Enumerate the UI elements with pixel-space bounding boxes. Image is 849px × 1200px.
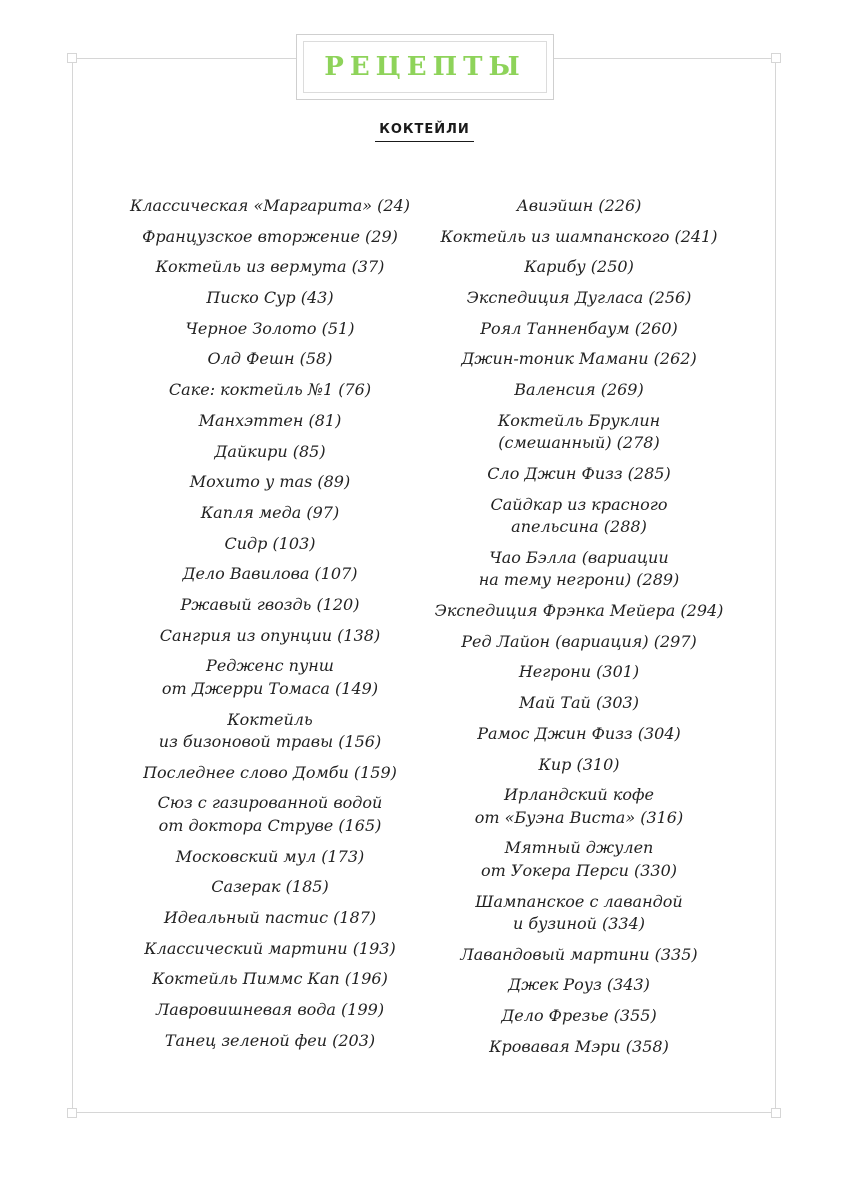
recipe-entry — [120, 226, 420, 249]
recipe-entry — [120, 502, 420, 525]
recipe-entry-line: Коктейль Пиммс Кап (196) — [152, 969, 388, 989]
recipe-entry-line: Олд Фешн (58) — [207, 349, 333, 369]
section-heading-text: КОКТЕЙЛИ — [375, 122, 474, 142]
recipe-entry — [429, 348, 729, 371]
recipe-entry-line: Идеальный пастис (187) — [163, 907, 377, 927]
recipe-entry-line: Шампанское с лавандой — [475, 891, 683, 911]
recipe-entry-line: Коктейль из вермута (37) — [155, 257, 385, 277]
recipe-entry-line: Писко Сур (43) — [206, 288, 334, 308]
recipe-entry-line: Мятный джулеп — [504, 838, 654, 858]
recipe-entry — [120, 968, 420, 991]
recipe-entry — [120, 287, 420, 310]
recipe-entry — [120, 195, 420, 218]
recipe-entry-line: Редженс пунш — [206, 656, 334, 676]
frame-corner-ornament — [67, 53, 77, 63]
recipe-entry — [429, 463, 729, 486]
recipe-entry-line: Дело Фрезье (355) — [501, 1006, 657, 1026]
recipe-entry — [429, 944, 729, 967]
recipe-entry — [120, 625, 420, 648]
recipe-entry — [429, 226, 729, 249]
recipe-entry — [120, 379, 420, 402]
recipe-entry-line: Сангрия из опунции (138) — [159, 625, 381, 645]
recipe-entry — [429, 256, 729, 279]
recipe-entry-line: Роял Танненбаум (260) — [480, 318, 678, 338]
recipe-entry-line: от доктора Струве (165) — [158, 815, 382, 835]
section-heading — [0, 122, 849, 142]
recipe-entry — [120, 709, 420, 754]
recipe-entry — [120, 348, 420, 371]
recipe-entry — [120, 792, 420, 837]
recipe-entry-line: Манхэттен (81) — [198, 410, 342, 430]
recipe-entry-line: Кровавая Мэри (358) — [489, 1036, 669, 1056]
recipe-entry — [429, 195, 729, 218]
recipe-entry-line: Сидр (103) — [224, 533, 316, 553]
recipe-entry — [429, 287, 729, 310]
recipe-entry — [429, 837, 729, 882]
recipe-entry-line: Мохито у mas (89) — [189, 472, 351, 492]
recipe-entry-line: Черное Золото (51) — [185, 318, 355, 338]
recipe-entry-line: Май Тай (303) — [519, 693, 639, 713]
recipe-entry-line: Лавровишневая вода (199) — [155, 1000, 385, 1019]
recipe-entry-line: Экспедиция Фрэнка Мейера (294) — [434, 601, 724, 621]
recipe-entry — [120, 410, 420, 433]
title-plate — [296, 34, 554, 100]
recipe-entry-line: Московский мул (173) — [175, 846, 365, 866]
recipe-entry-line: Ред Лайон (вариация) (297) — [461, 631, 697, 651]
recipe-entry-line: на тему негрони) (289) — [478, 570, 680, 590]
recipe-entry — [120, 563, 420, 586]
frame-corner-ornament — [67, 1108, 77, 1118]
recipe-entry — [120, 471, 420, 494]
recipe-entry — [120, 762, 420, 785]
recipe-entry-line: Чао Бэлла (вариации — [489, 547, 669, 567]
recipe-entry — [429, 410, 729, 455]
recipe-list-left — [120, 195, 420, 1060]
recipe-entry-line: Авиэйшн (226) — [516, 196, 642, 215]
recipe-entry-line: Джек Роуз (343) — [508, 975, 650, 995]
recipe-entry — [429, 784, 729, 829]
page-title: РЕЦЕПТЫ — [324, 52, 526, 82]
recipe-entry — [120, 256, 420, 279]
recipe-entry-line: Французское вторжение (29) — [142, 226, 398, 246]
recipe-entry-line: Дело Вавилова (107) — [182, 564, 358, 584]
recipe-entry-line: Валенсия (269) — [514, 380, 644, 400]
recipe-entry — [429, 974, 729, 997]
recipe-entry-line: (смешанный) (278) — [498, 433, 660, 453]
recipe-entry-line: Джин-тоник Мамани (262) — [461, 349, 697, 369]
recipe-entry — [429, 600, 729, 623]
recipe-entry — [120, 441, 420, 464]
recipe-entry-line: от Уокера Перси (330) — [480, 860, 677, 880]
recipe-entry — [120, 999, 420, 1022]
recipe-entry — [120, 1030, 420, 1053]
recipe-entry-line: апельсина (288) — [511, 517, 647, 537]
recipe-entry — [120, 318, 420, 341]
recipe-entry-line: и бузиной (334) — [512, 914, 646, 934]
recipe-entry-line: Кир (310) — [538, 754, 620, 774]
recipe-entry-line: Негрони (301) — [518, 662, 640, 682]
recipe-entry — [429, 1005, 729, 1028]
recipe-list-right — [429, 195, 729, 1067]
recipe-entry-line: Сюз с газированной водой — [157, 793, 383, 813]
recipe-entry-line: Саке: коктейль №1 (76) — [168, 380, 372, 400]
recipe-entry-line: Танец зеленой феи (203) — [164, 1030, 376, 1050]
recipe-entry — [429, 723, 729, 746]
recipe-entry-line: Капля меда (97) — [200, 502, 340, 522]
recipe-entry-line: Классический мартини (193) — [144, 938, 396, 958]
recipe-entry — [429, 631, 729, 654]
recipe-entry — [429, 547, 729, 592]
recipe-entry — [429, 754, 729, 777]
recipe-entry-line: Коктейль — [227, 709, 313, 729]
recipe-entry — [120, 907, 420, 930]
recipe-entry — [429, 1036, 729, 1059]
recipe-entry — [120, 938, 420, 961]
recipe-entry-line: от «Буэна Виста» (316) — [474, 807, 684, 827]
recipe-entry — [429, 494, 729, 539]
recipe-entry-line: Последнее слово Домби (159) — [143, 762, 397, 782]
recipe-entry — [120, 876, 420, 899]
recipe-entry — [120, 846, 420, 869]
recipe-entry-line: Сайдкар из красного — [490, 494, 668, 514]
recipe-entry — [120, 594, 420, 617]
recipe-entry-line: Экспедиция Дугласа (256) — [466, 288, 692, 308]
recipe-entry-line: из бизоновой травы (156) — [158, 732, 382, 751]
recipe-entry-line: Классическая «Маргарита» (24) — [129, 196, 411, 215]
recipe-entry-line: Дайкири (85) — [214, 441, 326, 461]
recipe-entry-line: Коктейль Бруклин — [497, 410, 661, 430]
recipe-entry — [120, 655, 420, 700]
recipe-entry — [429, 318, 729, 341]
recipe-entry-line: Ирландский кофе — [504, 785, 654, 805]
frame-corner-ornament — [771, 53, 781, 63]
recipe-entry-line: Ржавый гвоздь (120) — [180, 594, 360, 614]
recipe-entry-line: Сло Джин Физз (285) — [487, 464, 671, 483]
recipe-entry — [429, 661, 729, 684]
recipe-entry-line: Лавандовый мартини (335) — [460, 944, 698, 964]
recipe-entry-line: от Джерри Томаса (149) — [161, 678, 379, 698]
recipe-entry-line: Рамос Джин Физз (304) — [477, 723, 681, 743]
recipe-entry — [429, 692, 729, 715]
recipe-entry — [120, 533, 420, 556]
recipe-entry-line: Сазерак (185) — [211, 877, 329, 897]
recipe-entry — [429, 891, 729, 936]
recipe-entry-line: Коктейль из шампанского (241) — [440, 226, 718, 246]
recipe-entry-line: Карибу (250) — [524, 257, 634, 277]
recipe-entry — [429, 379, 729, 402]
frame-corner-ornament — [771, 1108, 781, 1118]
